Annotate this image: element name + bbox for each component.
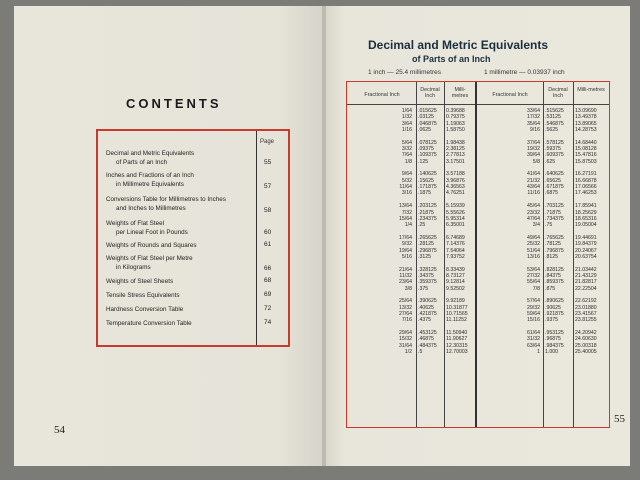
header-metric-left: Milli-metres xyxy=(451,87,469,99)
toc-page-number: 60 xyxy=(264,229,272,236)
toc-entry-line2: and Inches to Millimetres xyxy=(116,205,186,212)
toc-entry xyxy=(106,241,254,250)
table-header-rule xyxy=(347,104,609,105)
left-page-number: 54 xyxy=(54,424,65,436)
page-column-header: Page xyxy=(260,139,275,145)
metric-column-left: 0.39688 0.79375 1.19063 1.58750 1.98438 2.38125 2.77813 3.17501 3.57188 3.96876 4.36563 4.76251 5.15939 5.55626 5.95314 6.35001 6.74689 7.14376 7.54064 7.93752 8.33439 8.73127 9.12814 9.52502 9.92189 10.31877 10.71565 11.11252 11.50940 11.90627 12.30315 12.70003 xyxy=(446,108,468,356)
inch-to-mm-note: 1 inch — 25.4 millimetres xyxy=(368,69,441,76)
toc-page-number: 58 xyxy=(264,207,272,214)
toc-entry-line1: Hardness Conversion Table xyxy=(106,306,184,313)
contents-page-divider xyxy=(256,131,257,345)
toc-page-number: 69 xyxy=(264,291,272,298)
table-column-rule xyxy=(444,82,445,427)
toc-entry xyxy=(106,254,254,272)
table-center-rule xyxy=(475,82,477,427)
table-column-rule xyxy=(543,82,544,427)
toc-entry-line1: Decimal and Metric Equivalents xyxy=(106,150,195,157)
decimal-column-right: .515625 .53125 .546875 .5625 .578125 .59375 .609375 .625 .640625 .65625 .671875 .6875 .703125 .71875 .734375 .75 .765625 .78125 .796875 .8125 .828125 .84375 .859375 .875 .890625 .90625 .921875 .9375 .953125 .96875 .984375 1.000 xyxy=(545,108,564,356)
toc-entry-line1: Temperature Conversion Table xyxy=(106,320,192,327)
toc-entry-line1: Conversions Table for Millimetres to Inches xyxy=(106,196,226,203)
fraction-column-right: 33/64 17/32 35/64 9/16 37/64 19/32 39/64 5/8 41/64 21/32 43/64 11/16 45/64 23/32 47/64 3/4 49/64 25/32 51/64 13/16 53/64 27/32 55/64 7/8 57/64 29/32 59/64 15/16 61/64 31/32 63/64 1 xyxy=(527,108,540,356)
toc-page-number: 72 xyxy=(264,305,272,312)
table-subtitle: of Parts of an Inch xyxy=(412,54,491,64)
toc-entry-line2: per Lineal Foot in Pounds xyxy=(116,229,188,236)
contents-title: CONTENTS xyxy=(126,96,222,111)
header-fractional-left: Fractional Inch xyxy=(364,92,400,98)
fraction-column-left: 1/64 1/32 3/64 1/16 5/64 3/32 7/64 1/8 9/64 5/32 11/64 3/16 13/64 7/32 15/64 1/4 17/64 9/32 19/64 5/16 21/64 11/32 23/64 3/8 25/64 13/32 27/64 7/16 29/64 15/32 31/64 1/2 xyxy=(399,108,412,356)
toc-entry xyxy=(106,277,254,286)
metric-column-right: 13.09690 13.49378 13.89065 14.28753 14.68440 15.08128 15.47816 15.87503 16.27191 16.66878 17.06566 17.46253 17.85941 18.25629 18.65316 19.05004 19.44691 19.84379 20.24067 20.63754 21.03442 21.43129 21.82817 22.22504 22.62192 23.01880 23.41567 23.81255 24.20942 24.60630 25.00318 25.40005 xyxy=(575,108,597,356)
toc-entry xyxy=(106,149,254,167)
toc-entry-line1: Weights of Flat Steel xyxy=(106,220,164,227)
table-column-rule xyxy=(416,82,417,427)
toc-entry-line2: in Kilograms xyxy=(116,264,151,271)
table-title: Decimal and Metric Equivalents xyxy=(368,38,549,52)
header-decimal-left: Decimal Inch xyxy=(420,87,440,99)
toc-entry-line2: of Parts of an Inch xyxy=(116,159,168,166)
toc-entry-line2: in Millimetre Equivalents xyxy=(116,181,184,188)
toc-entry xyxy=(106,171,254,189)
toc-page-number: 66 xyxy=(264,265,272,272)
toc-page-number: 61 xyxy=(264,241,272,248)
toc-entry xyxy=(106,305,254,314)
toc-page-number: 74 xyxy=(264,319,272,326)
toc-entry xyxy=(106,195,254,213)
toc-page-number: 68 xyxy=(264,277,272,284)
toc-entry xyxy=(106,319,254,328)
toc-page-number: 57 xyxy=(264,183,272,190)
decimal-column-left: .015625 .03125 .046875 .0625 .078125 .09375 .109375 .125 .140625 .15625 .171875 .1875 .203125 .21875 .234375 .25 .265625 .28125 .296875 .3125 .328125 .34375 .359375 .375 .390625 .40625 .421875 .4375 .453125 .46875 .484375 .5 xyxy=(418,108,437,356)
contents-box xyxy=(96,129,290,347)
toc-page-number: 55 xyxy=(264,159,272,166)
table-column-rule xyxy=(573,82,574,427)
toc-entry-line1: Tensile Stress Equivalents xyxy=(106,292,180,299)
header-decimal-right: Decimal Inch xyxy=(548,87,568,99)
toc-entry xyxy=(106,219,254,237)
toc-entry-line1: Weights of Steel Sheets xyxy=(106,278,174,285)
toc-entry-line1: Inches and Fractions of an Inch xyxy=(106,172,194,179)
toc-entry-line1: Weights of Flat Steel per Metre xyxy=(106,255,193,262)
toc-entry xyxy=(106,291,254,300)
toc-entry-line1: Weights of Rounds and Squares xyxy=(106,242,197,249)
mm-to-inch-note: 1 millimetre — 0.03937 inch xyxy=(484,69,565,76)
right-page-number: 55 xyxy=(614,413,625,425)
equivalents-table xyxy=(346,81,610,428)
header-metric-right: Milli-metres xyxy=(577,87,605,93)
header-fractional-right: Fractional Inch xyxy=(492,92,528,98)
